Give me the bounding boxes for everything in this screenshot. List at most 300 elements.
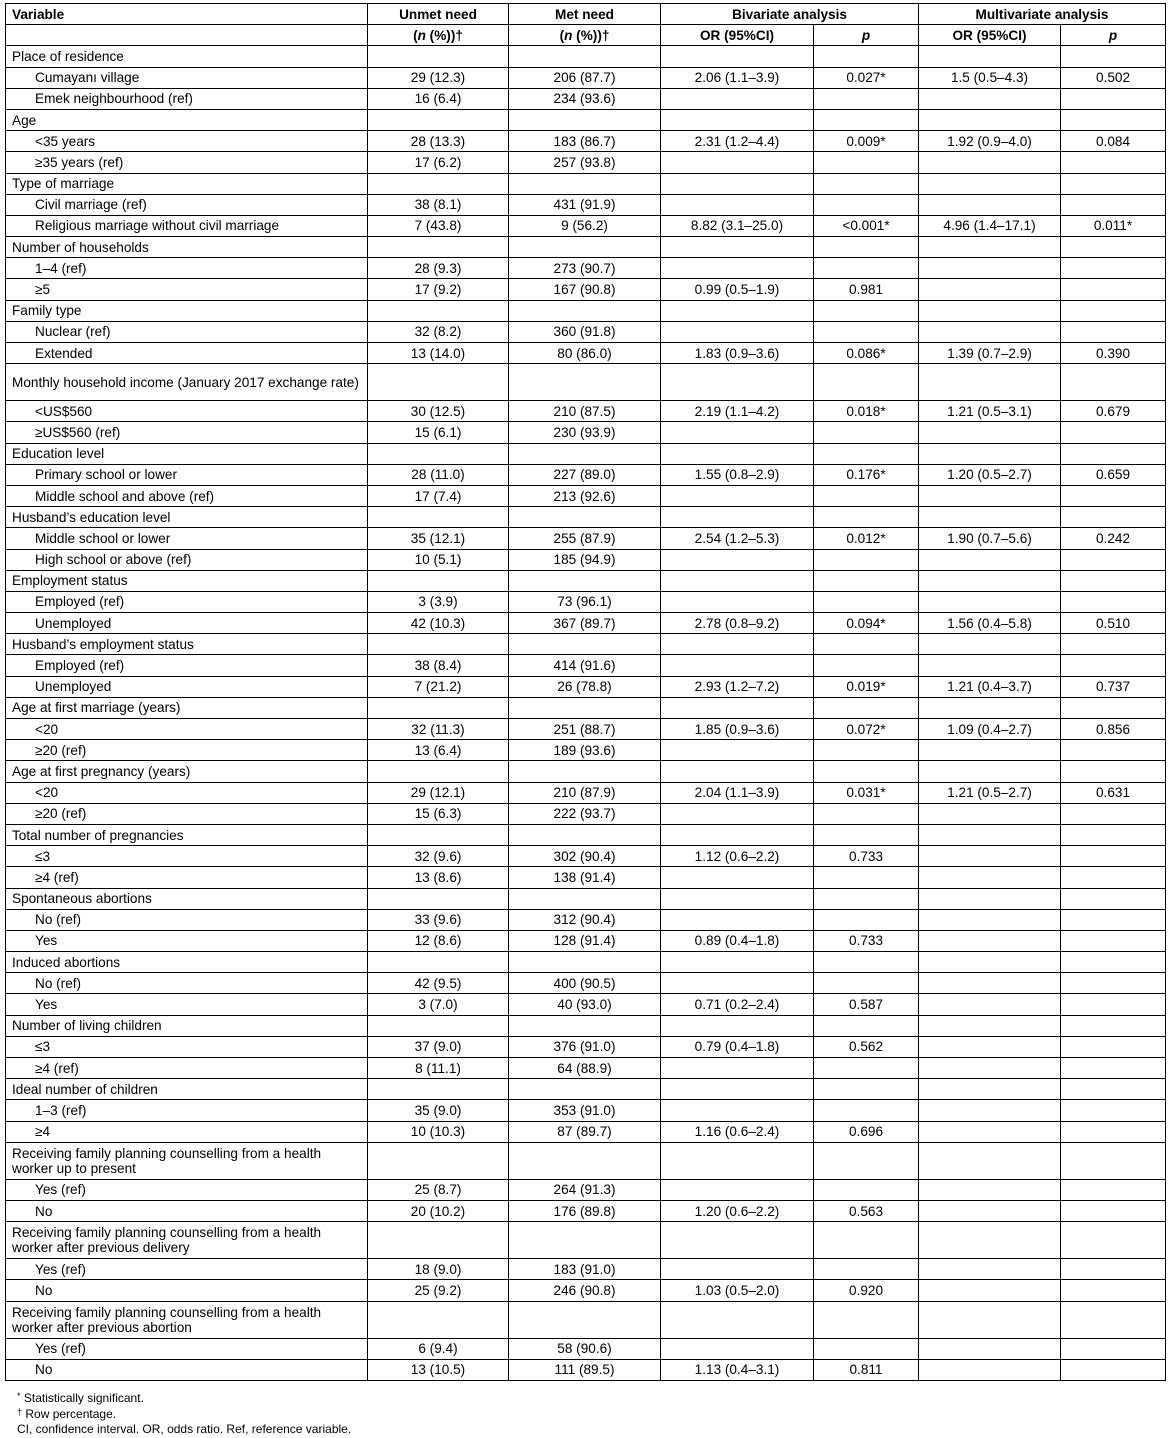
subheader-multi-p: p bbox=[1061, 25, 1166, 46]
variable-cell: Yes (ref) bbox=[6, 1179, 368, 1200]
multivariate-or-cell: 4.96 (1.4–17.1) bbox=[919, 215, 1061, 236]
unmet-need-cell: 29 (12.1) bbox=[368, 782, 509, 803]
bivariate-p-cell bbox=[814, 443, 919, 464]
bivariate-or-cell: 2.54 (1.2–5.3) bbox=[661, 528, 814, 549]
multivariate-p-cell bbox=[1061, 485, 1166, 506]
bivariate-or-cell bbox=[661, 888, 814, 909]
variable-cell: Religious marriage without civil marriage bbox=[6, 215, 368, 236]
multivariate-p-cell bbox=[1061, 1179, 1166, 1200]
bivariate-p-cell: 0.094* bbox=[814, 613, 919, 634]
bivariate-p-cell bbox=[814, 109, 919, 130]
met-need-cell: 222 (93.7) bbox=[509, 803, 661, 824]
category-row bbox=[6, 364, 1166, 401]
category-row bbox=[6, 634, 1166, 655]
multivariate-or-cell bbox=[919, 485, 1061, 506]
met-need-cell: 246 (90.8) bbox=[509, 1280, 661, 1301]
variable-cell: ≥20 (ref) bbox=[6, 803, 368, 824]
bivariate-or-cell bbox=[661, 1015, 814, 1036]
multivariate-or-cell bbox=[919, 1100, 1061, 1121]
variable-cell: <US$560 bbox=[6, 401, 368, 422]
bivariate-p-cell bbox=[814, 1301, 919, 1338]
bivariate-p-cell bbox=[814, 152, 919, 173]
met-need-cell bbox=[509, 173, 661, 194]
table-row bbox=[6, 464, 1166, 485]
unmet-need-cell bbox=[368, 507, 509, 528]
multivariate-or-cell bbox=[919, 46, 1061, 67]
met-need-cell bbox=[509, 507, 661, 528]
unmet-need-cell: 7 (43.8) bbox=[368, 215, 509, 236]
table-row bbox=[6, 131, 1166, 152]
category-row bbox=[6, 109, 1166, 130]
bivariate-p-cell bbox=[814, 888, 919, 909]
multivariate-p-cell bbox=[1061, 422, 1166, 443]
variable-cell: Family type bbox=[6, 300, 368, 321]
multivariate-or-cell bbox=[919, 1058, 1061, 1079]
unmet-need-cell bbox=[368, 697, 509, 718]
multivariate-p-cell bbox=[1061, 1058, 1166, 1079]
variable-cell: Place of residence bbox=[6, 46, 368, 67]
met-need-cell: 230 (93.9) bbox=[509, 422, 661, 443]
bivariate-p-cell bbox=[814, 549, 919, 570]
multivariate-p-cell bbox=[1061, 1121, 1166, 1142]
bivariate-p-cell bbox=[814, 697, 919, 718]
multivariate-p-cell bbox=[1061, 364, 1166, 401]
unmet-need-cell bbox=[368, 634, 509, 655]
multivariate-p-cell bbox=[1061, 321, 1166, 342]
bivariate-p-cell: 0.027* bbox=[814, 67, 919, 88]
bivariate-p-cell: 0.031* bbox=[814, 782, 919, 803]
bivariate-p-cell bbox=[814, 1338, 919, 1359]
multivariate-or-cell bbox=[919, 507, 1061, 528]
bivariate-or-cell: 2.31 (1.2–4.4) bbox=[661, 131, 814, 152]
multivariate-or-cell bbox=[919, 909, 1061, 930]
table-row bbox=[6, 719, 1166, 740]
category-row bbox=[6, 300, 1166, 321]
unmet-need-cell: 28 (13.3) bbox=[368, 131, 509, 152]
table-row bbox=[6, 321, 1166, 342]
unmet-need-cell bbox=[368, 1015, 509, 1036]
category-row bbox=[6, 824, 1166, 845]
multivariate-p-cell bbox=[1061, 1280, 1166, 1301]
multivariate-or-cell bbox=[919, 973, 1061, 994]
met-need-cell: 26 (78.8) bbox=[509, 676, 661, 697]
met-need-cell: 414 (91.6) bbox=[509, 655, 661, 676]
unmet-need-cell: 38 (8.4) bbox=[368, 655, 509, 676]
subheader-multi-or: OR (95%CI) bbox=[919, 25, 1061, 46]
bivariate-or-cell bbox=[661, 1301, 814, 1338]
multivariate-p-cell bbox=[1061, 570, 1166, 591]
bivariate-p-cell: 0.587 bbox=[814, 994, 919, 1015]
multivariate-p-cell bbox=[1061, 258, 1166, 279]
bivariate-p-cell: 0.811 bbox=[814, 1359, 919, 1380]
table-row bbox=[6, 485, 1166, 506]
met-need-cell: 367 (89.7) bbox=[509, 613, 661, 634]
met-need-cell: 251 (88.7) bbox=[509, 719, 661, 740]
footnote-significant: * Statistically significant. bbox=[17, 1391, 144, 1405]
met-need-cell bbox=[509, 952, 661, 973]
header-met-need: Met need bbox=[509, 4, 661, 25]
bivariate-p-cell bbox=[814, 1222, 919, 1259]
variable-cell: Number of households bbox=[6, 237, 368, 258]
bivariate-or-cell bbox=[661, 443, 814, 464]
unmet-need-cell: 3 (7.0) bbox=[368, 994, 509, 1015]
unmet-need-cell: 32 (9.6) bbox=[368, 846, 509, 867]
multivariate-p-cell bbox=[1061, 1142, 1166, 1179]
met-need-cell bbox=[509, 697, 661, 718]
bivariate-p-cell bbox=[814, 973, 919, 994]
bivariate-or-cell bbox=[661, 1338, 814, 1359]
multivariate-or-cell: 1.21 (0.5–3.1) bbox=[919, 401, 1061, 422]
met-need-cell: 353 (91.0) bbox=[509, 1100, 661, 1121]
table-row bbox=[6, 1058, 1166, 1079]
multivariate-p-cell bbox=[1061, 46, 1166, 67]
met-need-cell: 64 (88.9) bbox=[509, 1058, 661, 1079]
table-row bbox=[6, 782, 1166, 803]
multivariate-or-cell: 1.20 (0.5–2.7) bbox=[919, 464, 1061, 485]
bivariate-or-cell bbox=[661, 1058, 814, 1079]
unmet-need-cell: 17 (7.4) bbox=[368, 485, 509, 506]
unmet-need-cell bbox=[368, 952, 509, 973]
multivariate-or-cell bbox=[919, 1079, 1061, 1100]
multivariate-or-cell: 1.56 (0.4–5.8) bbox=[919, 613, 1061, 634]
bivariate-or-cell bbox=[661, 1142, 814, 1179]
met-need-cell: 176 (89.8) bbox=[509, 1200, 661, 1221]
multivariate-or-cell bbox=[919, 1222, 1061, 1259]
unmet-need-cell bbox=[368, 109, 509, 130]
bivariate-or-cell bbox=[661, 740, 814, 761]
table-row bbox=[6, 1036, 1166, 1057]
bivariate-p-cell bbox=[814, 1179, 919, 1200]
multivariate-or-cell bbox=[919, 1280, 1061, 1301]
met-need-cell: 431 (91.9) bbox=[509, 194, 661, 215]
bivariate-or-cell: 0.79 (0.4–1.8) bbox=[661, 1036, 814, 1057]
unmet-need-cell bbox=[368, 824, 509, 845]
multivariate-p-cell: 0.084 bbox=[1061, 131, 1166, 152]
table-row bbox=[6, 1121, 1166, 1142]
bivariate-or-cell bbox=[661, 570, 814, 591]
multivariate-or-cell bbox=[919, 549, 1061, 570]
variable-cell: Unemployed bbox=[6, 676, 368, 697]
unmet-need-cell: 28 (9.3) bbox=[368, 258, 509, 279]
unmet-need-cell: 16 (6.4) bbox=[368, 88, 509, 109]
met-need-cell: 210 (87.9) bbox=[509, 782, 661, 803]
variable-cell: No (ref) bbox=[6, 909, 368, 930]
bivariate-or-cell bbox=[661, 867, 814, 888]
table-row bbox=[6, 846, 1166, 867]
multivariate-p-cell bbox=[1061, 443, 1166, 464]
category-row bbox=[6, 443, 1166, 464]
bivariate-or-cell bbox=[661, 422, 814, 443]
multivariate-or-cell bbox=[919, 740, 1061, 761]
multivariate-or-cell bbox=[919, 1121, 1061, 1142]
bivariate-or-cell bbox=[661, 485, 814, 506]
bivariate-or-cell bbox=[661, 1259, 814, 1280]
unmet-need-cell bbox=[368, 300, 509, 321]
multivariate-p-cell bbox=[1061, 761, 1166, 782]
variable-cell: No bbox=[6, 1200, 368, 1221]
footnotes bbox=[17, 1391, 351, 1438]
bivariate-or-cell bbox=[661, 761, 814, 782]
met-need-cell: 227 (89.0) bbox=[509, 464, 661, 485]
bivariate-p-cell bbox=[814, 634, 919, 655]
bivariate-or-cell bbox=[661, 321, 814, 342]
bivariate-or-cell bbox=[661, 1179, 814, 1200]
bivariate-p-cell bbox=[814, 300, 919, 321]
table-row bbox=[6, 1200, 1166, 1221]
category-row bbox=[6, 1301, 1166, 1338]
header-unmet-need: Unmet need bbox=[368, 4, 509, 25]
met-need-cell: 255 (87.9) bbox=[509, 528, 661, 549]
met-need-cell: 302 (90.4) bbox=[509, 846, 661, 867]
unmet-need-cell: 10 (5.1) bbox=[368, 549, 509, 570]
multivariate-p-cell bbox=[1061, 634, 1166, 655]
variable-cell: No (ref) bbox=[6, 973, 368, 994]
bivariate-or-cell bbox=[661, 973, 814, 994]
multivariate-or-cell bbox=[919, 422, 1061, 443]
met-need-cell: 111 (89.5) bbox=[509, 1359, 661, 1380]
variable-cell: 1–3 (ref) bbox=[6, 1100, 368, 1121]
bivariate-or-cell bbox=[661, 300, 814, 321]
multivariate-p-cell bbox=[1061, 109, 1166, 130]
multivariate-or-cell bbox=[919, 867, 1061, 888]
met-need-cell bbox=[509, 1079, 661, 1100]
bivariate-or-cell bbox=[661, 697, 814, 718]
multivariate-p-cell bbox=[1061, 952, 1166, 973]
category-row bbox=[6, 697, 1166, 718]
variable-cell: Employed (ref) bbox=[6, 655, 368, 676]
variable-cell: Receiving family planning counselling from a health worker up to present bbox=[6, 1142, 368, 1179]
variable-cell: Induced abortions bbox=[6, 952, 368, 973]
multivariate-p-cell bbox=[1061, 237, 1166, 258]
multivariate-or-cell bbox=[919, 321, 1061, 342]
multivariate-p-cell: 0.011* bbox=[1061, 215, 1166, 236]
multivariate-or-cell bbox=[919, 237, 1061, 258]
subheader-row bbox=[6, 25, 1166, 46]
bivariate-p-cell: 0.012* bbox=[814, 528, 919, 549]
multivariate-or-cell bbox=[919, 697, 1061, 718]
multivariate-or-cell bbox=[919, 109, 1061, 130]
unmet-need-cell: 13 (8.6) bbox=[368, 867, 509, 888]
met-need-cell: 138 (91.4) bbox=[509, 867, 661, 888]
multivariate-or-cell bbox=[919, 88, 1061, 109]
bivariate-p-cell bbox=[814, 761, 919, 782]
table-row bbox=[6, 803, 1166, 824]
table-row bbox=[6, 422, 1166, 443]
variable-cell: Yes (ref) bbox=[6, 1259, 368, 1280]
bivariate-or-cell: 1.03 (0.5–2.0) bbox=[661, 1280, 814, 1301]
bivariate-p-cell bbox=[814, 1142, 919, 1179]
multivariate-p-cell bbox=[1061, 1259, 1166, 1280]
multivariate-p-cell: 0.390 bbox=[1061, 343, 1166, 364]
multivariate-p-cell bbox=[1061, 909, 1166, 930]
variable-cell: Unemployed bbox=[6, 613, 368, 634]
results-table bbox=[5, 3, 1166, 1381]
variable-cell: Monthly household income (January 2017 exchange rate) bbox=[6, 364, 368, 401]
table-row bbox=[6, 194, 1166, 215]
multivariate-p-cell: 0.510 bbox=[1061, 613, 1166, 634]
table-row bbox=[6, 909, 1166, 930]
multivariate-or-cell bbox=[919, 173, 1061, 194]
multivariate-p-cell bbox=[1061, 888, 1166, 909]
unmet-need-cell: 17 (9.2) bbox=[368, 279, 509, 300]
table-row bbox=[6, 67, 1166, 88]
multivariate-or-cell bbox=[919, 1036, 1061, 1057]
bivariate-p-cell: 0.733 bbox=[814, 930, 919, 951]
unmet-need-cell: 3 (3.9) bbox=[368, 591, 509, 612]
met-need-cell bbox=[509, 46, 661, 67]
unmet-need-cell: 42 (10.3) bbox=[368, 613, 509, 634]
variable-cell: Receiving family planning counselling from a health worker after previous delivery bbox=[6, 1222, 368, 1259]
variable-cell: Cumayanı village bbox=[6, 67, 368, 88]
bivariate-or-cell bbox=[661, 1222, 814, 1259]
unmet-need-cell: 35 (12.1) bbox=[368, 528, 509, 549]
multivariate-p-cell bbox=[1061, 1015, 1166, 1036]
multivariate-p-cell bbox=[1061, 1222, 1166, 1259]
unmet-need-cell bbox=[368, 1142, 509, 1179]
category-row bbox=[6, 952, 1166, 973]
variable-cell: ≥4 (ref) bbox=[6, 1058, 368, 1079]
table-row bbox=[6, 88, 1166, 109]
multivariate-p-cell bbox=[1061, 740, 1166, 761]
variable-cell: High school or above (ref) bbox=[6, 549, 368, 570]
met-need-cell bbox=[509, 1301, 661, 1338]
bivariate-p-cell: 0.019* bbox=[814, 676, 919, 697]
bivariate-p-cell bbox=[814, 909, 919, 930]
met-need-cell: 73 (96.1) bbox=[509, 591, 661, 612]
variable-cell: Number of living children bbox=[6, 1015, 368, 1036]
unmet-need-cell: 10 (10.3) bbox=[368, 1121, 509, 1142]
variable-cell: No bbox=[6, 1359, 368, 1380]
multivariate-or-cell bbox=[919, 591, 1061, 612]
unmet-need-cell bbox=[368, 1301, 509, 1338]
multivariate-p-cell bbox=[1061, 846, 1166, 867]
table-row bbox=[6, 343, 1166, 364]
multivariate-p-cell bbox=[1061, 591, 1166, 612]
multivariate-or-cell bbox=[919, 194, 1061, 215]
category-row bbox=[6, 570, 1166, 591]
multivariate-p-cell bbox=[1061, 930, 1166, 951]
bivariate-p-cell bbox=[814, 824, 919, 845]
bivariate-or-cell: 2.04 (1.1–3.9) bbox=[661, 782, 814, 803]
met-need-cell: 273 (90.7) bbox=[509, 258, 661, 279]
table-row bbox=[6, 279, 1166, 300]
bivariate-p-cell bbox=[814, 803, 919, 824]
multivariate-p-cell: 0.737 bbox=[1061, 676, 1166, 697]
category-row bbox=[6, 173, 1166, 194]
bivariate-or-cell: 1.20 (0.6–2.2) bbox=[661, 1200, 814, 1221]
bivariate-or-cell bbox=[661, 173, 814, 194]
bivariate-or-cell: 1.83 (0.9–3.6) bbox=[661, 343, 814, 364]
variable-cell: Age bbox=[6, 109, 368, 130]
variable-cell: Yes bbox=[6, 994, 368, 1015]
table-row bbox=[6, 867, 1166, 888]
unmet-need-cell: 15 (6.3) bbox=[368, 803, 509, 824]
multivariate-p-cell bbox=[1061, 867, 1166, 888]
multivariate-p-cell bbox=[1061, 697, 1166, 718]
multivariate-or-cell bbox=[919, 364, 1061, 401]
unmet-need-cell bbox=[368, 570, 509, 591]
unmet-need-cell: 13 (10.5) bbox=[368, 1359, 509, 1380]
bivariate-or-cell bbox=[661, 1100, 814, 1121]
bivariate-or-cell bbox=[661, 655, 814, 676]
multivariate-p-cell bbox=[1061, 655, 1166, 676]
table-row bbox=[6, 613, 1166, 634]
unmet-need-cell bbox=[368, 1079, 509, 1100]
bivariate-or-cell: 1.85 (0.9–3.6) bbox=[661, 719, 814, 740]
variable-cell: 1–4 (ref) bbox=[6, 258, 368, 279]
table-row bbox=[6, 549, 1166, 570]
unmet-need-cell: 15 (6.1) bbox=[368, 422, 509, 443]
multivariate-p-cell: 0.502 bbox=[1061, 67, 1166, 88]
multivariate-or-cell bbox=[919, 570, 1061, 591]
category-row bbox=[6, 1222, 1166, 1259]
variable-cell: Middle school or lower bbox=[6, 528, 368, 549]
table-row bbox=[6, 215, 1166, 236]
bivariate-or-cell bbox=[661, 364, 814, 401]
variable-cell: No bbox=[6, 1280, 368, 1301]
bivariate-or-cell bbox=[661, 152, 814, 173]
unmet-need-cell: 8 (11.1) bbox=[368, 1058, 509, 1079]
header-variable: Variable bbox=[6, 4, 368, 25]
bivariate-or-cell: 1.16 (0.6–2.4) bbox=[661, 1121, 814, 1142]
multivariate-or-cell bbox=[919, 258, 1061, 279]
multivariate-p-cell bbox=[1061, 803, 1166, 824]
bivariate-p-cell bbox=[814, 321, 919, 342]
variable-cell: Husband’s employment status bbox=[6, 634, 368, 655]
unmet-need-cell: 25 (8.7) bbox=[368, 1179, 509, 1200]
unmet-need-cell: 17 (6.2) bbox=[368, 152, 509, 173]
bivariate-p-cell bbox=[814, 570, 919, 591]
multivariate-p-cell bbox=[1061, 300, 1166, 321]
unmet-need-cell: 25 (9.2) bbox=[368, 1280, 509, 1301]
met-need-cell bbox=[509, 1222, 661, 1259]
table-row bbox=[6, 1280, 1166, 1301]
met-need-cell bbox=[509, 888, 661, 909]
met-need-cell bbox=[509, 237, 661, 258]
multivariate-or-cell: 1.21 (0.4–3.7) bbox=[919, 676, 1061, 697]
variable-cell: ≥4 (ref) bbox=[6, 867, 368, 888]
table-row bbox=[6, 152, 1166, 173]
table-row bbox=[6, 930, 1166, 951]
bivariate-p-cell: 0.920 bbox=[814, 1280, 919, 1301]
multivariate-p-cell bbox=[1061, 994, 1166, 1015]
multivariate-or-cell bbox=[919, 1200, 1061, 1221]
met-need-cell bbox=[509, 1142, 661, 1179]
multivariate-or-cell: 1.92 (0.9–4.0) bbox=[919, 131, 1061, 152]
met-need-cell bbox=[509, 634, 661, 655]
header-multivariate: Multivariate analysis bbox=[919, 4, 1166, 25]
unmet-need-cell: 42 (9.5) bbox=[368, 973, 509, 994]
multivariate-or-cell bbox=[919, 1142, 1061, 1179]
met-need-cell: 9 (56.2) bbox=[509, 215, 661, 236]
variable-cell: <20 bbox=[6, 719, 368, 740]
bivariate-p-cell bbox=[814, 507, 919, 528]
bivariate-p-cell bbox=[814, 1079, 919, 1100]
bivariate-or-cell bbox=[661, 591, 814, 612]
unmet-need-cell bbox=[368, 443, 509, 464]
variable-cell: ≤3 bbox=[6, 1036, 368, 1057]
met-need-cell: 206 (87.7) bbox=[509, 67, 661, 88]
unmet-need-cell: 32 (11.3) bbox=[368, 719, 509, 740]
met-need-cell: 312 (90.4) bbox=[509, 909, 661, 930]
variable-cell: Total number of pregnancies bbox=[6, 824, 368, 845]
bivariate-or-cell: 0.89 (0.4–1.8) bbox=[661, 930, 814, 951]
bivariate-p-cell bbox=[814, 194, 919, 215]
met-need-cell bbox=[509, 824, 661, 845]
multivariate-or-cell: 1.09 (0.4–2.7) bbox=[919, 719, 1061, 740]
subheader-biv-or: OR (95%CI) bbox=[661, 25, 814, 46]
category-row bbox=[6, 888, 1166, 909]
